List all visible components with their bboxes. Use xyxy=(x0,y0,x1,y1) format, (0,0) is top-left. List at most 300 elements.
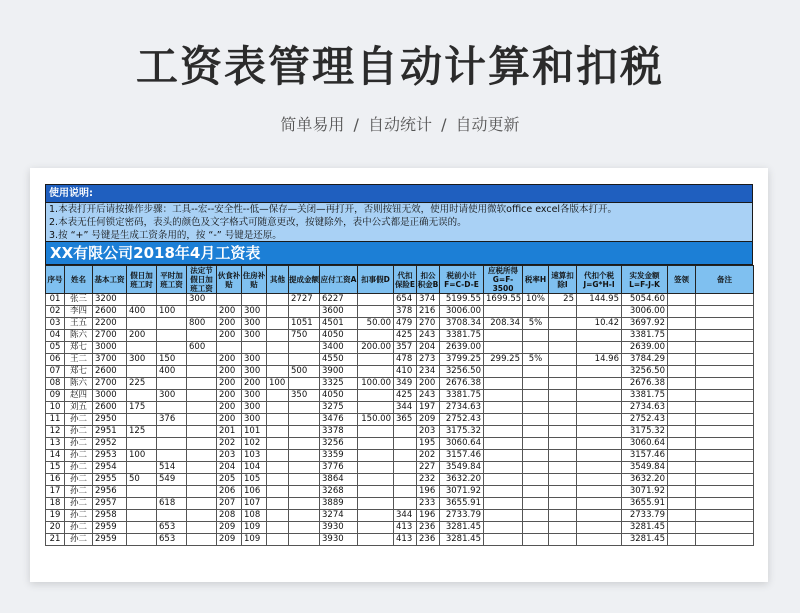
table-cell[interactable]: 3708.34 xyxy=(440,318,484,330)
table-cell[interactable]: 3060.64 xyxy=(440,438,484,450)
table-cell[interactable]: 03 xyxy=(46,318,65,330)
table-cell[interactable] xyxy=(696,534,754,546)
table-cell[interactable]: 陈六 xyxy=(65,378,93,390)
table-cell[interactable]: 100 xyxy=(267,378,289,390)
table-cell[interactable]: 2951 xyxy=(93,426,127,438)
table-cell[interactable] xyxy=(127,498,157,510)
table-cell[interactable]: 07 xyxy=(46,366,65,378)
table-cell[interactable]: 2959 xyxy=(93,534,127,546)
table-cell[interactable]: 200 xyxy=(217,366,242,378)
table-cell[interactable]: 208 xyxy=(217,510,242,522)
table-cell[interactable] xyxy=(696,366,754,378)
table-cell[interactable]: 3381.75 xyxy=(440,390,484,402)
table-cell[interactable] xyxy=(484,486,523,498)
table-cell[interactable] xyxy=(668,510,696,522)
table-cell[interactable]: 3071.92 xyxy=(622,486,668,498)
table-cell[interactable] xyxy=(668,486,696,498)
table-cell[interactable] xyxy=(484,342,523,354)
table-cell[interactable] xyxy=(127,414,157,426)
table-cell[interactable]: 378 xyxy=(394,306,417,318)
table-cell[interactable] xyxy=(577,462,622,474)
table-cell[interactable] xyxy=(242,294,267,306)
table-cell[interactable]: 204 xyxy=(417,342,440,354)
table-cell[interactable] xyxy=(267,522,289,534)
table-cell[interactable] xyxy=(668,294,696,306)
table-cell[interactable]: 21 xyxy=(46,534,65,546)
table-cell[interactable]: 2957 xyxy=(93,498,127,510)
table-cell[interactable]: 150 xyxy=(157,354,187,366)
table-cell[interactable] xyxy=(394,426,417,438)
table-cell[interactable]: 王五 xyxy=(65,318,93,330)
table-cell[interactable] xyxy=(267,426,289,438)
table-cell[interactable] xyxy=(549,318,577,330)
table-cell[interactable] xyxy=(267,534,289,546)
table-cell[interactable]: 144.95 xyxy=(577,294,622,306)
table-cell[interactable] xyxy=(668,354,696,366)
table-cell[interactable]: 203 xyxy=(417,426,440,438)
table-cell[interactable] xyxy=(523,522,549,534)
table-cell[interactable] xyxy=(358,306,394,318)
table-cell[interactable] xyxy=(696,354,754,366)
table-cell[interactable]: 200 xyxy=(217,354,242,366)
table-cell[interactable]: 206 xyxy=(217,486,242,498)
table-cell[interactable] xyxy=(523,330,549,342)
table-cell[interactable]: 300 xyxy=(242,354,267,366)
table-cell[interactable] xyxy=(187,402,217,414)
table-cell[interactable] xyxy=(696,462,754,474)
table-cell[interactable]: 203 xyxy=(217,450,242,462)
table-cell[interactable] xyxy=(187,366,217,378)
table-cell[interactable] xyxy=(157,438,187,450)
table-cell[interactable]: 300 xyxy=(242,390,267,402)
table-cell[interactable]: 2676.38 xyxy=(622,378,668,390)
table-cell[interactable]: 3256.50 xyxy=(440,366,484,378)
table-cell[interactable]: 50 xyxy=(127,474,157,486)
table-cell[interactable] xyxy=(394,438,417,450)
table-cell[interactable] xyxy=(484,414,523,426)
table-cell[interactable] xyxy=(696,342,754,354)
table-cell[interactable]: 3930 xyxy=(320,534,358,546)
table-cell[interactable] xyxy=(157,486,187,498)
table-cell[interactable]: 376 xyxy=(157,414,187,426)
table-cell[interactable]: 3157.46 xyxy=(440,450,484,462)
table-cell[interactable] xyxy=(696,426,754,438)
table-cell[interactable] xyxy=(289,342,320,354)
table-cell[interactable] xyxy=(523,306,549,318)
table-cell[interactable]: 425 xyxy=(394,390,417,402)
table-cell[interactable] xyxy=(523,378,549,390)
table-cell[interactable] xyxy=(484,306,523,318)
table-cell[interactable] xyxy=(696,294,754,306)
table-cell[interactable]: 孙二 xyxy=(65,522,93,534)
table-cell[interactable]: 4050 xyxy=(320,330,358,342)
table-cell[interactable] xyxy=(267,390,289,402)
table-cell[interactable]: 3784.29 xyxy=(622,354,668,366)
table-cell[interactable]: 236 xyxy=(417,534,440,546)
table-cell[interactable] xyxy=(187,510,217,522)
table-cell[interactable]: 300 xyxy=(242,330,267,342)
table-cell[interactable] xyxy=(358,486,394,498)
table-cell[interactable] xyxy=(549,510,577,522)
table-cell[interactable] xyxy=(523,462,549,474)
table-cell[interactable]: 202 xyxy=(417,450,440,462)
table-cell[interactable]: 3281.45 xyxy=(440,534,484,546)
table-cell[interactable]: 200 xyxy=(217,378,242,390)
table-cell[interactable]: 200 xyxy=(417,378,440,390)
table-cell[interactable] xyxy=(358,438,394,450)
table-cell[interactable]: 200 xyxy=(217,318,242,330)
table-cell[interactable] xyxy=(358,498,394,510)
table-cell[interactable] xyxy=(394,474,417,486)
table-cell[interactable] xyxy=(668,390,696,402)
table-cell[interactable]: 2734.63 xyxy=(622,402,668,414)
table-cell[interactable] xyxy=(549,342,577,354)
table-cell[interactable]: 2950 xyxy=(93,414,127,426)
table-cell[interactable] xyxy=(549,522,577,534)
table-cell[interactable]: 3549.84 xyxy=(622,462,668,474)
table-cell[interactable]: 13 xyxy=(46,438,65,450)
table-cell[interactable] xyxy=(358,366,394,378)
table-cell[interactable] xyxy=(523,402,549,414)
table-cell[interactable]: 175 xyxy=(127,402,157,414)
table-cell[interactable] xyxy=(157,450,187,462)
table-cell[interactable]: 02 xyxy=(46,306,65,318)
table-cell[interactable] xyxy=(549,366,577,378)
table-cell[interactable] xyxy=(549,534,577,546)
table-cell[interactable] xyxy=(289,354,320,366)
table-cell[interactable]: 478 xyxy=(394,354,417,366)
table-cell[interactable]: 2600 xyxy=(93,366,127,378)
table-cell[interactable] xyxy=(523,342,549,354)
table-cell[interactable] xyxy=(549,390,577,402)
table-cell[interactable] xyxy=(358,534,394,546)
table-cell[interactable] xyxy=(668,474,696,486)
table-cell[interactable] xyxy=(577,330,622,342)
table-cell[interactable]: 2959 xyxy=(93,522,127,534)
table-cell[interactable]: 2733.79 xyxy=(622,510,668,522)
table-cell[interactable]: 3378 xyxy=(320,426,358,438)
table-cell[interactable]: 2952 xyxy=(93,438,127,450)
table-cell[interactable]: 600 xyxy=(187,342,217,354)
table-cell[interactable]: 104 xyxy=(242,462,267,474)
table-cell[interactable] xyxy=(696,450,754,462)
table-cell[interactable]: 16 xyxy=(46,474,65,486)
table-cell[interactable] xyxy=(523,486,549,498)
table-cell[interactable]: 3274 xyxy=(320,510,358,522)
table-cell[interactable] xyxy=(267,306,289,318)
table-cell[interactable]: 654 xyxy=(394,294,417,306)
table-cell[interactable] xyxy=(577,522,622,534)
table-cell[interactable] xyxy=(484,474,523,486)
table-cell[interactable]: 17 xyxy=(46,486,65,498)
table-cell[interactable] xyxy=(127,390,157,402)
table-cell[interactable]: 365 xyxy=(394,414,417,426)
table-cell[interactable] xyxy=(157,426,187,438)
table-cell[interactable]: 233 xyxy=(417,498,440,510)
table-cell[interactable]: 2639.00 xyxy=(622,342,668,354)
table-cell[interactable]: 05 xyxy=(46,342,65,354)
table-cell[interactable]: 2600 xyxy=(93,402,127,414)
table-cell[interactable]: 3006.00 xyxy=(622,306,668,318)
table-cell[interactable] xyxy=(394,498,417,510)
table-cell[interactable] xyxy=(523,498,549,510)
table-cell[interactable]: 赵四 xyxy=(65,390,93,402)
table-cell[interactable]: 孙二 xyxy=(65,498,93,510)
table-cell[interactable]: 208.34 xyxy=(484,318,523,330)
table-cell[interactable] xyxy=(696,438,754,450)
table-cell[interactable]: 6227 xyxy=(320,294,358,306)
table-cell[interactable]: 3256.50 xyxy=(622,366,668,378)
table-cell[interactable]: 2958 xyxy=(93,510,127,522)
table-cell[interactable]: 06 xyxy=(46,354,65,366)
table-cell[interactable]: 227 xyxy=(417,462,440,474)
table-cell[interactable] xyxy=(484,498,523,510)
table-cell[interactable]: 2956 xyxy=(93,486,127,498)
table-cell[interactable]: 200.00 xyxy=(358,342,394,354)
table-cell[interactable]: 3006.00 xyxy=(440,306,484,318)
table-cell[interactable] xyxy=(157,330,187,342)
table-cell[interactable]: 400 xyxy=(157,366,187,378)
table-cell[interactable]: 270 xyxy=(417,318,440,330)
table-cell[interactable]: 205 xyxy=(217,474,242,486)
table-cell[interactable]: 张三 xyxy=(65,294,93,306)
table-cell[interactable] xyxy=(187,450,217,462)
table-cell[interactable]: 2734.63 xyxy=(440,402,484,414)
table-cell[interactable]: 25 xyxy=(549,294,577,306)
table-cell[interactable]: 2752.43 xyxy=(440,414,484,426)
table-cell[interactable]: 200 xyxy=(217,306,242,318)
table-cell[interactable]: 344 xyxy=(394,510,417,522)
table-cell[interactable]: 孙二 xyxy=(65,462,93,474)
table-cell[interactable] xyxy=(267,354,289,366)
table-cell[interactable]: 300 xyxy=(242,306,267,318)
table-cell[interactable]: 08 xyxy=(46,378,65,390)
table-cell[interactable]: 孙二 xyxy=(65,474,93,486)
table-cell[interactable] xyxy=(267,462,289,474)
table-cell[interactable] xyxy=(127,438,157,450)
table-cell[interactable]: 2953 xyxy=(93,450,127,462)
table-cell[interactable] xyxy=(267,330,289,342)
table-cell[interactable]: 800 xyxy=(187,318,217,330)
table-cell[interactable]: 243 xyxy=(417,390,440,402)
table-cell[interactable]: 李四 xyxy=(65,306,93,318)
table-cell[interactable] xyxy=(523,390,549,402)
table-cell[interactable]: 10 xyxy=(46,402,65,414)
table-cell[interactable] xyxy=(668,378,696,390)
table-cell[interactable] xyxy=(358,402,394,414)
table-cell[interactable]: 653 xyxy=(157,522,187,534)
table-cell[interactable] xyxy=(289,402,320,414)
table-cell[interactable]: 410 xyxy=(394,366,417,378)
table-cell[interactable]: 5199.55 xyxy=(440,294,484,306)
table-cell[interactable]: 618 xyxy=(157,498,187,510)
table-cell[interactable] xyxy=(267,414,289,426)
table-cell[interactable]: 3889 xyxy=(320,498,358,510)
table-cell[interactable] xyxy=(267,402,289,414)
table-cell[interactable] xyxy=(242,342,267,354)
table-cell[interactable] xyxy=(358,390,394,402)
table-cell[interactable] xyxy=(187,486,217,498)
table-cell[interactable] xyxy=(289,414,320,426)
table-cell[interactable] xyxy=(668,414,696,426)
table-cell[interactable]: 300 xyxy=(127,354,157,366)
table-cell[interactable]: 15 xyxy=(46,462,65,474)
table-cell[interactable]: 100 xyxy=(157,306,187,318)
table-cell[interactable]: 3175.32 xyxy=(440,426,484,438)
table-cell[interactable] xyxy=(549,426,577,438)
table-cell[interactable]: 3281.45 xyxy=(622,522,668,534)
table-cell[interactable]: 3632.20 xyxy=(440,474,484,486)
table-cell[interactable]: 232 xyxy=(417,474,440,486)
table-cell[interactable] xyxy=(127,318,157,330)
table-cell[interactable] xyxy=(358,450,394,462)
table-cell[interactable] xyxy=(523,414,549,426)
table-cell[interactable]: 103 xyxy=(242,450,267,462)
table-cell[interactable] xyxy=(267,510,289,522)
table-cell[interactable] xyxy=(358,522,394,534)
table-cell[interactable]: 3549.84 xyxy=(440,462,484,474)
table-cell[interactable]: 12 xyxy=(46,426,65,438)
table-cell[interactable] xyxy=(549,450,577,462)
table-cell[interactable]: 400 xyxy=(127,306,157,318)
table-cell[interactable]: 225 xyxy=(127,378,157,390)
table-cell[interactable]: 207 xyxy=(217,498,242,510)
table-cell[interactable] xyxy=(187,306,217,318)
table-cell[interactable] xyxy=(267,342,289,354)
table-cell[interactable] xyxy=(696,474,754,486)
table-cell[interactable]: 3799.25 xyxy=(440,354,484,366)
table-cell[interactable] xyxy=(696,402,754,414)
table-cell[interactable]: 3400 xyxy=(320,342,358,354)
table-cell[interactable]: 101 xyxy=(242,426,267,438)
table-cell[interactable]: 200 xyxy=(217,390,242,402)
table-cell[interactable] xyxy=(289,498,320,510)
table-cell[interactable] xyxy=(696,498,754,510)
table-cell[interactable] xyxy=(267,498,289,510)
table-cell[interactable]: 2700 xyxy=(93,330,127,342)
table-cell[interactable] xyxy=(157,378,187,390)
table-cell[interactable] xyxy=(484,534,523,546)
table-cell[interactable]: 孙二 xyxy=(65,486,93,498)
table-cell[interactable] xyxy=(127,366,157,378)
table-cell[interactable] xyxy=(358,462,394,474)
table-cell[interactable] xyxy=(668,498,696,510)
table-cell[interactable]: 2600 xyxy=(93,306,127,318)
table-cell[interactable] xyxy=(523,450,549,462)
table-cell[interactable] xyxy=(668,462,696,474)
table-cell[interactable]: 3359 xyxy=(320,450,358,462)
table-cell[interactable]: 3900 xyxy=(320,366,358,378)
table-cell[interactable] xyxy=(577,414,622,426)
table-cell[interactable] xyxy=(577,498,622,510)
table-cell[interactable]: 4550 xyxy=(320,354,358,366)
table-cell[interactable]: 2639.00 xyxy=(440,342,484,354)
table-cell[interactable] xyxy=(157,318,187,330)
table-cell[interactable] xyxy=(523,474,549,486)
table-cell[interactable] xyxy=(696,378,754,390)
table-cell[interactable] xyxy=(577,402,622,414)
table-cell[interactable]: 236 xyxy=(417,522,440,534)
table-cell[interactable] xyxy=(358,426,394,438)
table-cell[interactable]: 3281.45 xyxy=(440,522,484,534)
table-cell[interactable]: 300 xyxy=(242,414,267,426)
table-cell[interactable]: 209 xyxy=(417,414,440,426)
table-cell[interactable] xyxy=(484,438,523,450)
table-cell[interactable]: 202 xyxy=(217,438,242,450)
table-cell[interactable] xyxy=(696,390,754,402)
table-cell[interactable]: 216 xyxy=(417,306,440,318)
table-cell[interactable] xyxy=(484,378,523,390)
table-cell[interactable] xyxy=(267,486,289,498)
table-cell[interactable]: 209 xyxy=(217,534,242,546)
table-cell[interactable]: 3655.91 xyxy=(622,498,668,510)
table-cell[interactable] xyxy=(549,462,577,474)
table-cell[interactable] xyxy=(523,426,549,438)
table-cell[interactable] xyxy=(577,342,622,354)
table-cell[interactable]: 郑七 xyxy=(65,342,93,354)
table-cell[interactable] xyxy=(577,474,622,486)
table-cell[interactable]: 3060.64 xyxy=(622,438,668,450)
table-cell[interactable] xyxy=(484,522,523,534)
table-cell[interactable] xyxy=(549,486,577,498)
table-cell[interactable]: 陈六 xyxy=(65,330,93,342)
table-cell[interactable] xyxy=(484,402,523,414)
table-cell[interactable] xyxy=(289,474,320,486)
table-cell[interactable] xyxy=(127,534,157,546)
table-cell[interactable] xyxy=(668,534,696,546)
table-cell[interactable] xyxy=(267,366,289,378)
table-cell[interactable]: 孙二 xyxy=(65,414,93,426)
table-cell[interactable]: 3864 xyxy=(320,474,358,486)
table-cell[interactable] xyxy=(549,414,577,426)
table-cell[interactable]: 299.25 xyxy=(484,354,523,366)
table-cell[interactable] xyxy=(267,438,289,450)
table-cell[interactable]: 197 xyxy=(417,402,440,414)
table-cell[interactable] xyxy=(484,330,523,342)
table-cell[interactable]: 5054.60 xyxy=(622,294,668,306)
table-cell[interactable] xyxy=(484,510,523,522)
table-cell[interactable]: 3256 xyxy=(320,438,358,450)
table-cell[interactable]: 20 xyxy=(46,522,65,534)
table-cell[interactable] xyxy=(577,486,622,498)
table-cell[interactable] xyxy=(187,474,217,486)
table-cell[interactable]: 孙二 xyxy=(65,534,93,546)
table-cell[interactable] xyxy=(523,438,549,450)
table-cell[interactable]: 500 xyxy=(289,366,320,378)
table-cell[interactable] xyxy=(394,450,417,462)
table-cell[interactable]: 3776 xyxy=(320,462,358,474)
table-cell[interactable]: 200 xyxy=(242,378,267,390)
table-cell[interactable]: 273 xyxy=(417,354,440,366)
table-cell[interactable]: 150.00 xyxy=(358,414,394,426)
table-cell[interactable]: 3000 xyxy=(93,342,127,354)
table-cell[interactable]: 3381.75 xyxy=(440,330,484,342)
table-cell[interactable] xyxy=(187,438,217,450)
table-cell[interactable]: 孙二 xyxy=(65,450,93,462)
table-cell[interactable]: 10% xyxy=(523,294,549,306)
table-cell[interactable]: 2955 xyxy=(93,474,127,486)
table-cell[interactable]: 3381.75 xyxy=(622,330,668,342)
table-cell[interactable]: 3175.32 xyxy=(622,426,668,438)
table-cell[interactable]: 3200 xyxy=(93,294,127,306)
table-cell[interactable] xyxy=(187,534,217,546)
table-cell[interactable]: 3700 xyxy=(93,354,127,366)
table-cell[interactable]: 3157.46 xyxy=(622,450,668,462)
table-cell[interactable]: 108 xyxy=(242,510,267,522)
table-cell[interactable]: 2954 xyxy=(93,462,127,474)
table-cell[interactable] xyxy=(289,486,320,498)
table-cell[interactable] xyxy=(127,486,157,498)
